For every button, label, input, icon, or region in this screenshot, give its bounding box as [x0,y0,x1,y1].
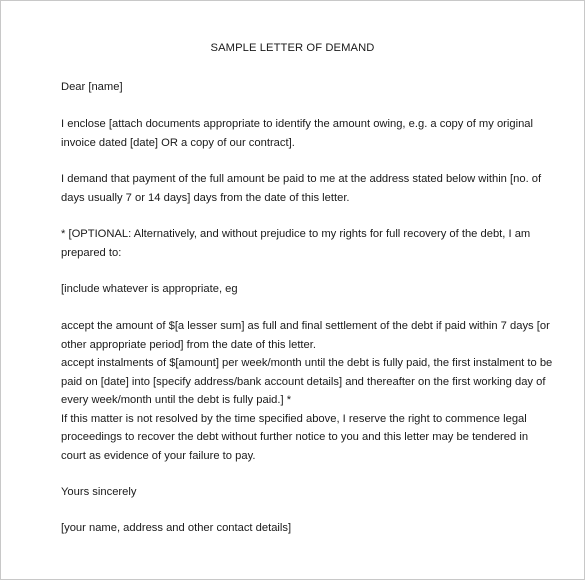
salutation-line: Dear [name] [61,81,123,93]
paragraph-line: [include whatever is appropriate, eg [61,283,238,295]
letter-title: SAMPLE LETTER OF DEMAND [210,42,375,54]
paragraph-line: accept the amount of $[a lesser sum] as full and final settlement of the debt if paid within 7 days [or [61,320,550,332]
paragraph-line: invoice dated [date] OR a copy of our contract]. [61,136,295,149]
paragraph-line: days usually 7 or 14 days] days from the date of this letter. [61,191,350,204]
paragraph-optional [61,225,541,262]
paragraph-options-and-legal [61,317,553,465]
paragraph-line: I demand that payment of the full amount be paid to me at the address stated below within [no. of [61,173,542,185]
closing-line: Yours sincerely [61,486,137,498]
paragraph-line: I enclose [attach documents appropriate to identify the amount owing, e.g. a copy of my original [61,118,534,130]
signature-line: [your name, address and other contact details] [61,522,292,534]
paragraph-line: paid on [date] into [specify address/bank account details] and thereafter on the first working day of [61,375,546,388]
closing [61,483,541,502]
paragraph-line: prepared to: [61,246,122,259]
paragraph-line: proceedings to recover the debt without further notice to you and this letter may be tendered in [61,431,529,443]
paragraph-line: other appropriate period] from the date of this letter. [61,338,316,351]
paragraph-line: court as evidence of your failure to pay. [61,449,256,462]
paragraph-include [61,280,541,299]
paragraph-line: * [OPTIONAL: Alternatively, and without prejudice to my rights for full recovery of the debt, I am [61,228,531,240]
paragraph-line: accept instalments of $[amount] per week/month until the debt is fully paid, the first instalment to be [61,357,553,369]
paragraph-line: If this matter is not resolved by the time specified above, I reserve the right to commence legal [61,412,527,425]
paragraph-enclosure [61,115,541,152]
signature [61,519,541,538]
salutation [61,78,541,97]
paragraph-line: every week/month until the debt is fully paid.] * [61,394,292,406]
paragraph-demand [61,170,541,207]
